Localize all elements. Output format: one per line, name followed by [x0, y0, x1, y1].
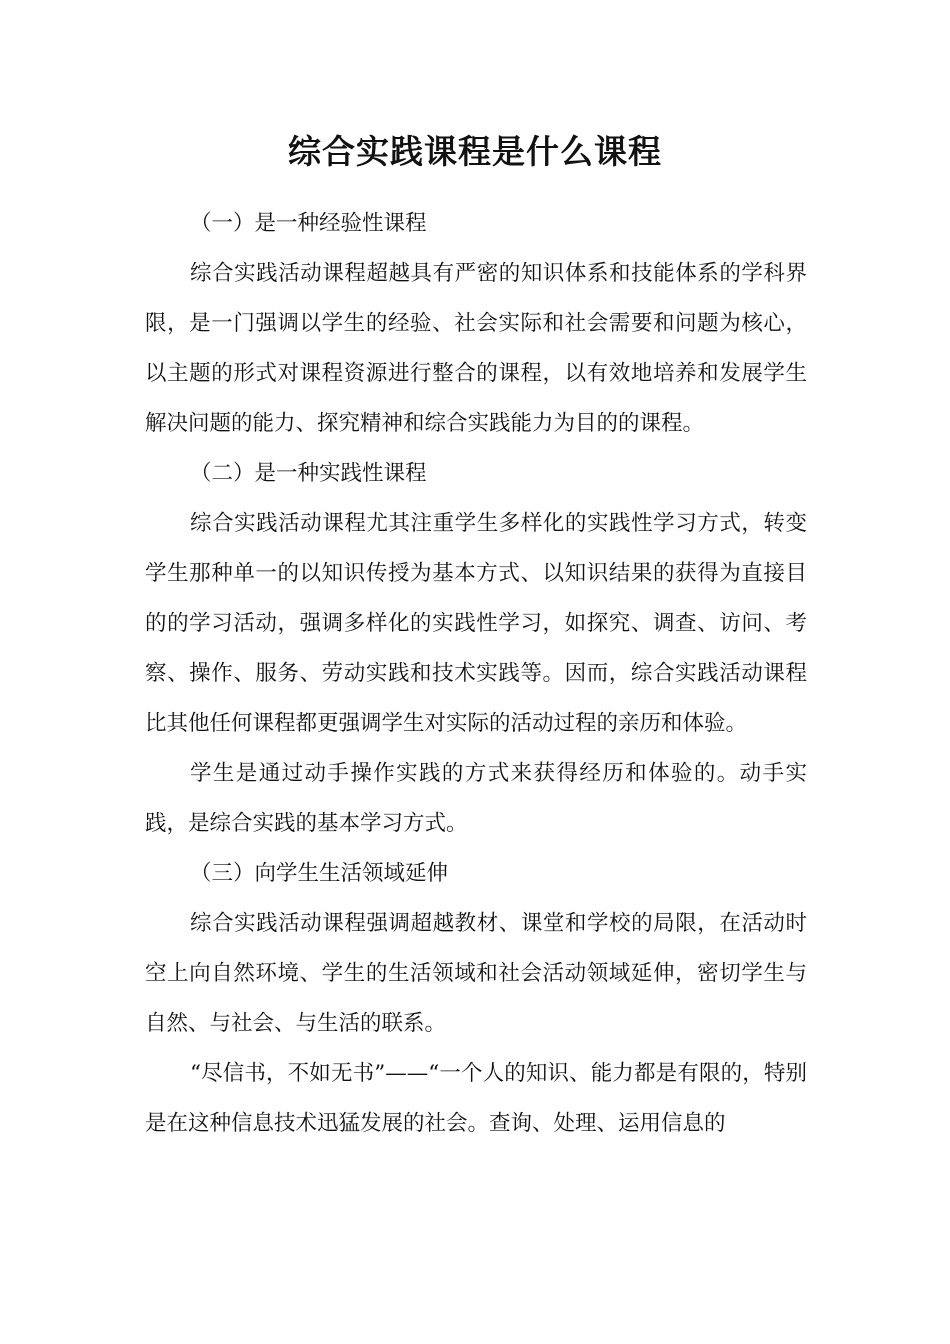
paragraph-3: 学生是通过动手操作实践的方式来获得经历和体验的。动手实践，是综合实践的基本学习方式。 [145, 761, 807, 836]
page-title: 综合实践课程是什么课程 [288, 132, 662, 171]
paragraph-2: 综合实践活动课程尤其注重学生多样化的实践性学习方式，转变学生那种单一的以知识传授为基本方式、以知识结果的获得为直接目的的学习活动，强调多样化的实践性学习，如探究、调查、访问、考察、操作、服务、劳动实践和技术实践等。因而，综合实践活动课程比其他任何课程都更强调学生对实际的活动过程的亲历和体验。 [145, 511, 807, 736]
paragraph-5: “尽信书，不如无书”——“一个人的知识、能力都是有限的，特别是在这种信息技术迅猛发展的社会。查询、处理、运用信息的 [145, 1061, 807, 1136]
paragraph-1: 综合实践活动课程超越具有严密的知识体系和技能体系的学科界限，是一门强调以学生的经验、社会实际和社会需要和问题为核心，以主题的形式对课程资源进行整合的课程，以有效地培养和发展学生解决问题的能力、探究精神和综合实践能力为目的的课程。 [145, 261, 807, 436]
section-heading-3: （三）向学生生活领域延伸 [190, 861, 449, 886]
document-body [145, 199, 807, 1149]
section-heading-1: （一）是一种经验性课程 [190, 211, 427, 236]
paragraph-4: 综合实践活动课程强调超越教材、课堂和学校的局限，在活动时空上向自然环境、学生的生活领域和社会活动领域延伸，密切学生与自然、与社会、与生活的联系。 [145, 911, 807, 1036]
section-heading-2: （二）是一种实践性课程 [190, 461, 427, 486]
